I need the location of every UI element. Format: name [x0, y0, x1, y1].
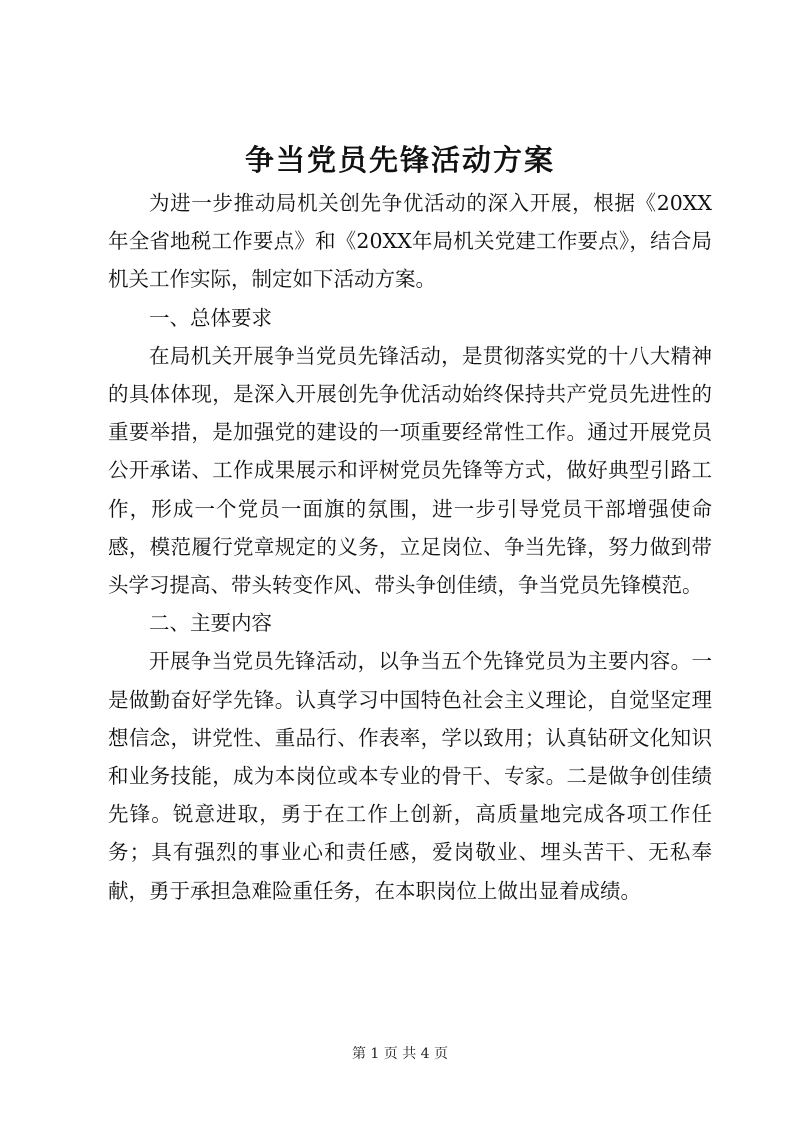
- intro-paragraph: 为进一步推动局机关创先争优活动的深入开展，根据《20XX年全省地税工作要点》和《20XX年局机关党建工作要点》，结合局机关工作实际，制定如下活动方案。: [108, 191, 712, 292]
- document-body: [108, 184, 712, 910]
- section-heading-main-content: 二、主要内容: [149, 611, 272, 636]
- page-number-footer: 第 1 页 共 4 页: [351, 1046, 449, 1062]
- document-title: 争当党员先锋活动方案: [244, 143, 555, 177]
- main-content-paragraph: 开展争当党员先锋活动，以争当五个先锋党员为主要内容。一是做勤奋好学先锋。认真学习中国特色社会主义理论，自觉坚定理想信念，讲党性、重品行、作表率，学以致用；认真钻研文化知识和业务技能，成为本岗位或本专业的骨干、专家。二是做争创佳绩先锋。锐意进取，勇于在工作上创新，高质量地完成各项工作任务；具有强烈的事业心和责任感，爱岗敬业、埋头苦干、无私奉献，勇于承担急难险重任务，在本职岗位上做出显着成绩。: [108, 649, 712, 903]
- general-requirements-paragraph: 在局机关开展争当党员先锋活动，是贯彻落实党的十八大精神的具体体现，是深入开展创先争优活动始终保持共产党员先进性的重要举措，是加强党的建设的一项重要经常性工作。通过开展党员公开承诺、工作成果展示和评树党员先锋等方式，做好典型引路工作，形成一个党员一面旗的氛围，进一步引导党员干部增强使命感，模范履行党章规定的义务，立足岗位、争当先锋，努力做到带头学习提高、带头转变作风、带头争创佳绩，争当党员先锋模范。: [108, 343, 712, 598]
- section-heading-general-requirements: 一、总体要求: [149, 305, 272, 330]
